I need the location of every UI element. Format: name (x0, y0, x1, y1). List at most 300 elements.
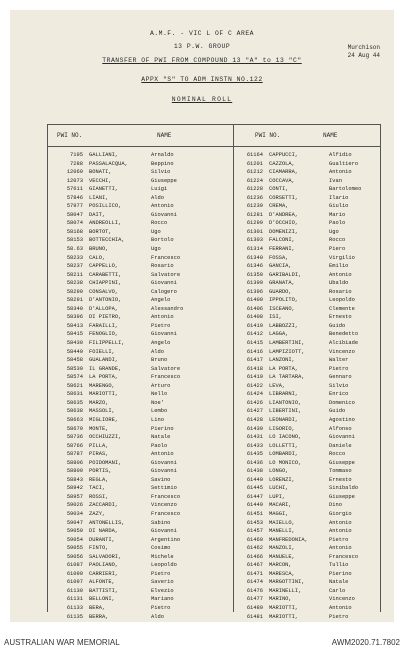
roll-row (233, 604, 380, 613)
given-name: Alfonso (329, 425, 352, 432)
roll-row (47, 228, 233, 237)
given-name: Antonio (151, 203, 174, 210)
surname: LIGORIO, (269, 425, 295, 432)
roll-row (233, 356, 380, 365)
surname (89, 621, 115, 622)
pwi-number: 58.63 (66, 246, 83, 253)
surname: MARGOTTINI, (269, 579, 305, 586)
roll-row (47, 399, 233, 408)
given-name: Sinibaldo (329, 485, 359, 492)
given-name: Francesco (329, 553, 359, 560)
surname: LOMBARDI, (269, 451, 299, 458)
given-name: Rocco (329, 451, 346, 458)
given-name: Arturo (151, 382, 171, 389)
roll-row (47, 484, 233, 493)
given-name: Settimio (151, 485, 177, 492)
given-name: Giorgio (329, 510, 352, 517)
given-name: Tommaso (329, 468, 352, 475)
roll-row (233, 570, 380, 579)
roll-row (233, 365, 380, 374)
surname: TACI, (89, 485, 106, 492)
given-name: Pierino (329, 570, 352, 577)
document-title: NOMINAL ROLL (171, 96, 233, 103)
pwi-number: 58074 (66, 220, 83, 227)
surname: GUARDO, (269, 288, 292, 295)
roll-row (47, 219, 233, 228)
surname: POSILLICO, (89, 203, 122, 210)
column-header-pwi-no-left: PWI NO. (57, 132, 83, 139)
given-name: Lino (151, 416, 164, 423)
surname: MARIOTTI, (89, 391, 119, 398)
given-name: Argentino (151, 536, 181, 543)
given-name: Vincenzo (329, 596, 355, 603)
surname: LONGO, (269, 468, 289, 475)
roll-row (233, 219, 380, 228)
surname: MARCON, (269, 562, 292, 569)
roll-row (233, 476, 380, 485)
surname: MARINELLI, (269, 587, 302, 594)
surname: DI NARDA, (89, 528, 119, 535)
roll-row (47, 570, 233, 579)
given-name: Aldo (151, 348, 164, 355)
given-name: Guido (329, 322, 346, 329)
given-name: Antonio (151, 314, 174, 321)
roll-row (233, 407, 380, 416)
roll-row (47, 211, 233, 220)
given-name: Gualtiero (329, 160, 359, 167)
roll-row (47, 330, 233, 339)
pwi-number: 58806 (66, 459, 83, 466)
nominal-roll-table (47, 124, 380, 620)
given-name: Giuseppe (329, 493, 355, 500)
roll-row (47, 168, 233, 177)
given-name: Antonio (329, 519, 352, 526)
roll-row (47, 425, 233, 434)
given-name: Gennaro (329, 374, 352, 381)
given-name: Vincenzo (329, 348, 355, 355)
roll-row (47, 613, 233, 622)
given-name: Daniele (329, 442, 352, 449)
surname: FALCONI, (269, 237, 295, 244)
surname: LIBRARNI, (269, 391, 299, 398)
pwi-number: 58396 (66, 314, 83, 321)
surname: CORSETTI, (269, 194, 299, 201)
given-name: Giovanni (151, 468, 177, 475)
pwi-number: 61314 (246, 246, 263, 253)
pwi-number: 61228 (246, 186, 263, 193)
column-header-pwi-no-right: PWI NO. (255, 132, 281, 139)
given-name: Giuseppe (329, 459, 355, 466)
given-name: Antonio (329, 604, 352, 611)
given-name: Giovanni (151, 459, 177, 466)
pwi-number: 61201 (246, 160, 263, 167)
given-name: Dino (329, 502, 342, 509)
surname: FERRANI, (269, 246, 295, 253)
roll-row (47, 194, 233, 203)
surname: BONATI, (89, 169, 112, 176)
pwi-number: 58291 (66, 297, 83, 304)
pwi-number: 12073 (66, 177, 83, 184)
surname: MAGGI, (269, 510, 289, 517)
surname: FARAILLI, (89, 322, 119, 329)
given-name: Aldo (151, 194, 164, 201)
roll-row (47, 493, 233, 502)
pwi-number: 61445 (246, 485, 263, 492)
pwi-number: 61299 (246, 220, 263, 227)
given-name: Angelo (151, 297, 171, 304)
given-name: Pietro (329, 536, 349, 543)
surname: BORTOT, (89, 228, 112, 235)
roll-row (47, 177, 233, 186)
roll-row (233, 160, 380, 169)
given-name: Virgilio (329, 254, 355, 261)
pwi-number: 61440 (246, 476, 263, 483)
roll-row (233, 442, 380, 451)
surname: LIANI, (89, 194, 109, 201)
pwi-number: 58458 (66, 357, 83, 364)
surname: BRUNO, (89, 246, 109, 253)
pwi-number: 61471 (246, 570, 263, 577)
pwi-number: 58635 (66, 399, 83, 406)
surname: CALO, (89, 254, 106, 261)
roll-row (233, 305, 380, 314)
roll-row (233, 587, 380, 596)
given-name: Paolo (329, 220, 346, 227)
roll-row (233, 288, 380, 297)
given-name: Antonio (329, 528, 352, 535)
roll-row (233, 595, 380, 604)
surname: FOIELLI, (89, 348, 115, 355)
surname: LABBOZZI, (269, 322, 299, 329)
roll-row (233, 416, 380, 425)
surname: LEVA, (269, 382, 286, 389)
pwi-number: 61449 (246, 502, 263, 509)
given-name: Francesco (151, 510, 181, 517)
roll-row (47, 296, 233, 305)
pwi-number: 61406 (246, 305, 263, 312)
roll-row (233, 279, 380, 288)
table-right-rule (380, 124, 381, 612)
given-name: Domenico (329, 399, 355, 406)
pwi-number: 61390 (246, 280, 263, 287)
given-name: Savino (151, 476, 171, 483)
surname: CIAMARRA, (269, 169, 299, 176)
roll-row (233, 390, 380, 399)
roll-row (47, 553, 233, 562)
given-name: Pierino (151, 425, 174, 432)
given-name: Francesco (151, 374, 181, 381)
given-name: Rosario (151, 263, 174, 270)
given-name: Noe' (151, 399, 164, 406)
given-name: Giovanni (151, 280, 177, 287)
roll-row (47, 185, 233, 194)
given-name: Alessandro (151, 305, 184, 312)
given-name: Arnaldo (151, 152, 174, 158)
pwi-number: 61433 (246, 442, 263, 449)
roll-row (47, 365, 233, 374)
pwi-number: 61466 (246, 553, 263, 560)
given-name: Natale (151, 434, 171, 441)
surname: ISI, (269, 314, 282, 321)
surname: DOMENIZI, (269, 228, 299, 235)
surname: LAGGA, (269, 331, 289, 338)
roll-row (233, 510, 380, 519)
surname: OCCHIUZZI, (89, 434, 122, 441)
given-name: Michele (151, 553, 174, 560)
pwi-number: 58047 (66, 211, 83, 218)
surname: PASSALACQUA, (89, 160, 128, 167)
roll-row (47, 536, 233, 545)
roll-row (233, 467, 380, 476)
given-name (329, 621, 355, 622)
pwi-number: 61224 (246, 177, 263, 184)
roll-row (233, 544, 380, 553)
given-name: Elvezio (151, 587, 174, 594)
roll-row (233, 501, 380, 510)
surname: PILLA, (89, 442, 109, 449)
surname: VECCHI, (89, 177, 112, 184)
roll-row (47, 254, 233, 263)
pwi-number: 61340 (246, 254, 263, 261)
roll-row (47, 373, 233, 382)
given-name: Alcibiade (329, 340, 359, 347)
column-header-name-right: NAME (323, 132, 338, 139)
given-name: Rocco (151, 220, 168, 227)
given-name: Beppino (151, 160, 174, 167)
pwi-number: 61431 (246, 434, 263, 441)
given-name: Tullio (329, 562, 349, 569)
pwi-number: 57611 (66, 186, 83, 193)
roll-row (47, 416, 233, 425)
given-name: Bortolo (151, 237, 174, 244)
surname: LO MONICO, (269, 459, 302, 466)
roll-row (47, 621, 233, 622)
roll-row (233, 527, 380, 536)
given-name: Antonio (329, 169, 352, 176)
given-name: Alfidio (329, 152, 352, 158)
surname: BERRA, (89, 613, 109, 620)
given-name: Ilario (329, 194, 349, 201)
given-name: Clemente (329, 305, 355, 312)
roll-row (47, 151, 233, 160)
roll-row (47, 245, 233, 254)
roll-row (233, 425, 380, 434)
surname: LA TARTARA, (269, 374, 305, 381)
given-name: Francesco (151, 254, 181, 261)
roll-row (47, 433, 233, 442)
pwi-number: 61428 (246, 416, 263, 423)
given-name: Leopoldo (151, 562, 177, 569)
given-name: Cosimo (151, 545, 171, 552)
given-name: Giuseppe (151, 177, 177, 184)
pwi-number: 58153 (66, 237, 83, 244)
pwi-number: 61447 (246, 493, 263, 500)
pwi-number: 61419 (246, 374, 263, 381)
pwi-number: 61130 (66, 587, 83, 594)
given-name: Vincenzo (151, 502, 177, 509)
pwi-number: 59050 (66, 528, 83, 535)
surname: DURANTI, (89, 536, 115, 543)
pwi-number: 61467 (246, 562, 263, 569)
place: Murchison (347, 44, 380, 51)
surname: MARIOTTI, (269, 613, 299, 620)
given-name: Pietro (151, 604, 171, 611)
surname: MANZOLI, (269, 545, 295, 552)
surname: DAIT, (89, 211, 106, 218)
surname: LANZONI, (269, 357, 295, 364)
pwi-number: 58942 (66, 485, 83, 492)
surname: CONSALVO, (89, 288, 119, 295)
pwi-number: 61436 (246, 459, 263, 466)
surname: LAMPIZIOTT, (269, 348, 305, 355)
surname: LO IACONO, (269, 434, 302, 441)
pwi-number: 59047 (66, 519, 83, 526)
surname: D'ALLOPA, (89, 305, 119, 312)
pwi-number: 61135 (66, 613, 83, 620)
roll-row (233, 621, 380, 622)
pwi-number: 58290 (66, 288, 83, 295)
given-name: Mario (329, 211, 346, 218)
surname: IPPOLITO, (269, 297, 299, 304)
pwi-number: 61400 (246, 297, 263, 304)
given-name: Emilio (329, 263, 349, 270)
roll-row (47, 595, 233, 604)
pwi-number: 61301 (246, 228, 263, 235)
surname: GUALANDI, (89, 357, 119, 364)
pwi-number: 59056 (66, 553, 83, 560)
surname: REGLA, (89, 476, 109, 483)
given-name: Pietro (151, 570, 171, 577)
roll-row (233, 561, 380, 570)
surname: FOSSA, (269, 254, 289, 261)
roll-row (47, 544, 233, 553)
roll-row (47, 450, 233, 459)
roll-row (47, 476, 233, 485)
surname: ZAZY, (89, 510, 106, 517)
pwi-number: 61426 (246, 399, 263, 406)
pwi-number: 61457 (246, 528, 263, 535)
surname: FENOGLIO, (89, 331, 119, 338)
surname: COCCAVA, (269, 177, 295, 184)
given-name: Sabino (151, 519, 171, 526)
given-name: Angelo (151, 340, 171, 347)
pwi-number: 61303 (246, 237, 263, 244)
given-name: Carlo (329, 587, 346, 594)
pwi-number (241, 621, 263, 622)
given-name: Ugo (329, 228, 339, 235)
given-name: Agostino (329, 416, 355, 423)
roll-row (47, 348, 233, 357)
pwi-number: 61435 (246, 451, 263, 458)
column-header-name-left: NAME (157, 132, 172, 139)
roll-row (47, 442, 233, 451)
pwi-number: 58211 (66, 271, 83, 278)
surname: BELLONI, (89, 596, 115, 603)
given-name: Salvatore (151, 365, 181, 372)
roll-row (47, 407, 233, 416)
roll-row (233, 177, 380, 186)
given-name: Ugo (151, 228, 161, 235)
date: 24 Aug 44 (347, 52, 380, 59)
pwi-number: 58237 (66, 263, 83, 270)
roll-row (233, 493, 380, 502)
pwi-number: 61412 (246, 331, 263, 338)
roll-row (233, 459, 380, 468)
given-name: Paolo (151, 442, 168, 449)
surname: GANCIA, (269, 263, 292, 270)
pwi-number: 61346 (246, 263, 263, 270)
pwi-number: 61416 (246, 348, 263, 355)
pwi-number: 57977 (66, 203, 83, 210)
surname: PIRAS, (89, 451, 109, 458)
pwi-number: 61236 (246, 194, 263, 201)
pwi-number: 61133 (66, 604, 83, 611)
roll-row (47, 587, 233, 596)
roll-row (47, 305, 233, 314)
roll-row (233, 296, 380, 305)
given-name: Giovanni (151, 528, 177, 535)
pwi-number: 61281 (246, 211, 263, 218)
surname: MANUELE, (269, 553, 295, 560)
surname: ROSSI, (89, 493, 109, 500)
roll-row (233, 236, 380, 245)
surname: MASSOLI, (89, 408, 115, 415)
pwi-number: 61474 (246, 579, 263, 586)
given-name: Nello (151, 391, 168, 398)
surname: ISCEANO, (269, 305, 295, 312)
roll-row (233, 348, 380, 357)
given-name: Bruno (151, 357, 168, 364)
pwi-number: 7195 (70, 152, 83, 158)
pwi-number: 58809 (66, 468, 83, 475)
surname: GRANATA, (269, 280, 295, 287)
given-name: Luigi (151, 186, 168, 193)
surname: LORENZI, (269, 476, 295, 483)
archive-credit: AUSTRALIAN WAR MEMORIAL (4, 638, 120, 647)
roll-row (47, 382, 233, 391)
pwi-number: 61417 (246, 357, 263, 364)
given-name: Bartolomeo (329, 186, 362, 193)
pwi-number: 61099 (66, 570, 83, 577)
roll-row (233, 322, 380, 331)
roll-row (233, 271, 380, 280)
roll-row (233, 613, 380, 622)
pwi-number: 58736 (66, 434, 83, 441)
roll-row (47, 339, 233, 348)
pwi-number: 61480 (246, 604, 263, 611)
roll-row (47, 279, 233, 288)
roll-row (233, 450, 380, 459)
pwi-number: 57846 (66, 194, 83, 201)
surname: MIGLIORE, (89, 416, 119, 423)
roll-row (233, 313, 380, 322)
pwi-number: 61430 (246, 425, 263, 432)
surname: LA PORTA, (89, 374, 119, 381)
pwi-number: 61476 (246, 587, 263, 594)
surname: LOLLETTI, (269, 442, 299, 449)
surname: BATTISTI, (89, 587, 119, 594)
given-name: Leopoldo (329, 297, 355, 304)
roll-row (233, 484, 380, 493)
pwi-number: 61481 (246, 613, 263, 620)
surname: SALVADORI, (89, 553, 122, 560)
given-name: Walter (329, 357, 349, 364)
roll-row (233, 202, 380, 211)
surname: CAPPELLO, (89, 263, 119, 270)
given-name (151, 621, 164, 622)
roll-row (233, 330, 380, 339)
given-name: Mariano (151, 596, 174, 603)
